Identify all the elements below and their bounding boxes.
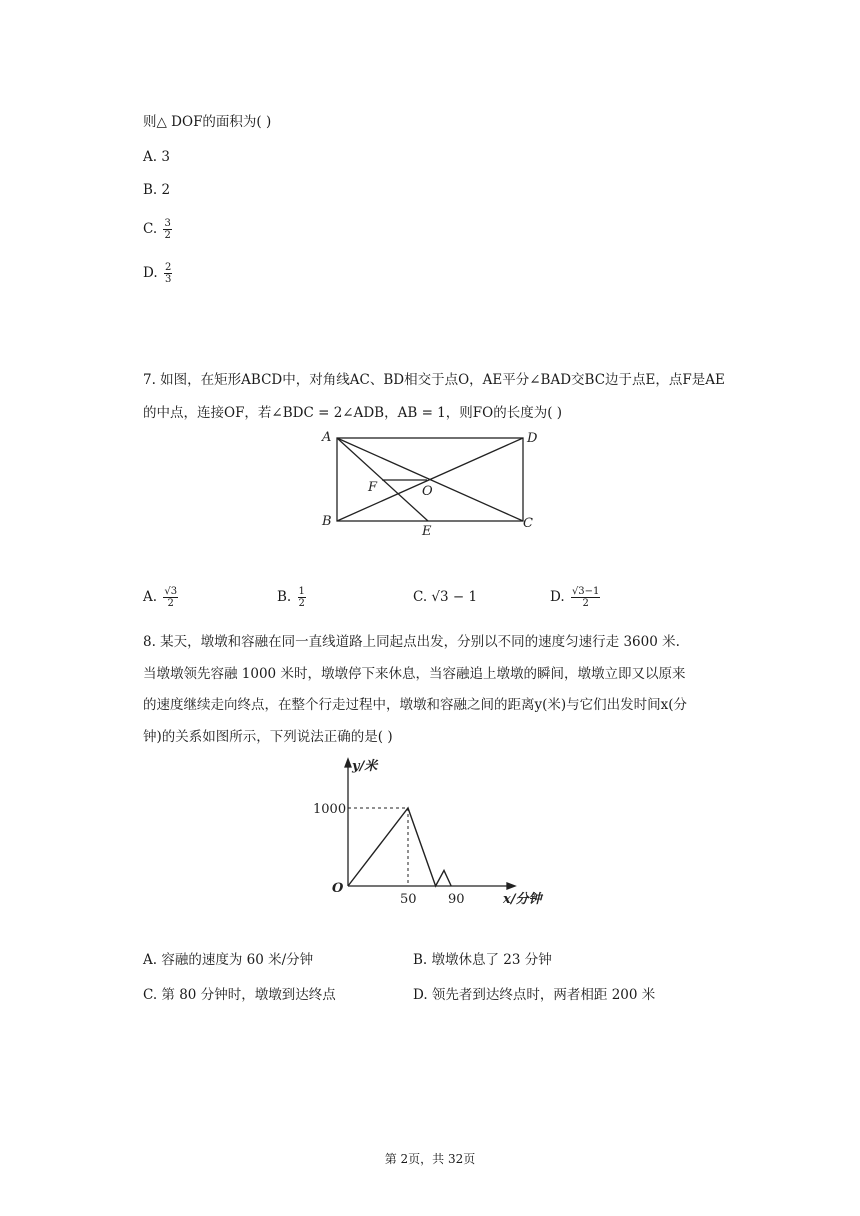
label-c: C: [523, 516, 533, 531]
q8-distance-time-chart: [305, 755, 555, 915]
page-footer: 第 2页，共 32页: [384, 1152, 476, 1166]
q7-stem-line-1: 7. 如图，在矩形ABCD中，对角线AC、BD相交于点O，AE平分∠BAD交BC边于点E，点F是AE: [143, 372, 725, 388]
label-a: A: [322, 430, 332, 445]
x-axis-label: x/分钟: [503, 892, 542, 907]
q6-option-c: [143, 218, 172, 241]
y-axis-label: y/米: [352, 759, 378, 774]
q6-option-b: B. 2: [143, 182, 171, 198]
q7-option-d: [550, 586, 600, 609]
q6-option-c-fraction: $\frac{3}{2}$: [164, 218, 171, 241]
q7-stem-line-2: 的中点，连接OF，若∠BDC = 2∠ADB，AB = 1，则FO的长度为( ): [143, 405, 563, 421]
x-tick-label-90: 90: [448, 892, 465, 907]
x-tick-label-50: 50: [400, 892, 417, 907]
q7-option-a: [143, 586, 178, 609]
q8-stem-line-2: 当墩墩领先容融 1000 米时，墩墩停下来休息，当容融追上墩墩的瞬间，墩墩立即又以原来: [143, 666, 686, 682]
y-tick-label-1000: 1000: [313, 802, 347, 817]
label-e: E: [422, 524, 432, 539]
q8-stem-line-4: 钟)的关系如图所示，下列说法正确的是( ): [143, 729, 393, 745]
q8-stem-line-3: 的速度继续走向终点，在整个行走过程中，墩墩和容融之间的距离y(米)与它们出发时间x(分: [143, 697, 688, 713]
q6-option-d-prefix: D.: [143, 265, 158, 281]
label-f: F: [368, 480, 378, 495]
q8-option-a: A. 容融的速度为 60 米/分钟: [143, 952, 314, 968]
q7-option-a-prefix: A.: [143, 589, 158, 605]
label-d: D: [527, 431, 538, 446]
x-axis-arrow: [507, 883, 515, 889]
label-o: O: [422, 484, 433, 499]
y-axis-arrow: [345, 759, 351, 767]
q8-option-d: D. 领先者到达终点时，两者相距 200 米: [413, 987, 656, 1003]
q7-option-a-fraction: $\frac{√3}{2}$: [164, 586, 178, 609]
q7-option-b: [277, 586, 306, 609]
q7-rectangle-figure: [315, 425, 545, 545]
q6-option-d: [143, 262, 172, 285]
distance-series-line: [348, 808, 451, 886]
q7-option-b-prefix: B.: [277, 589, 292, 605]
q6-option-c-prefix: C.: [143, 221, 158, 237]
q7-option-d-fraction: $\frac{√3-1}{2}$: [571, 586, 600, 609]
q7-option-c: C. √3 − 1: [413, 589, 478, 605]
q6-option-d-fraction: $\frac{2}{3}$: [164, 262, 172, 285]
origin-label: O: [332, 881, 344, 896]
q8-option-c: C. 第 80 分钟时，墩墩到达终点: [143, 987, 336, 1003]
q7-option-d-prefix: D.: [550, 589, 565, 605]
label-b: B: [322, 514, 332, 529]
q8-stem-line-1: 8. 某天，墩墩和容融在同一直线道路上同起点出发，分别以不同的速度匀速行走 3600 米.: [143, 634, 680, 650]
q7-option-b-fraction: $\frac{1}{2}$: [298, 586, 305, 609]
q8-option-b: B. 墩墩休息了 23 分钟: [413, 952, 552, 968]
q6-stem: 则△ DOF的面积为( ): [143, 114, 272, 130]
q6-option-a: A. 3: [143, 149, 170, 165]
